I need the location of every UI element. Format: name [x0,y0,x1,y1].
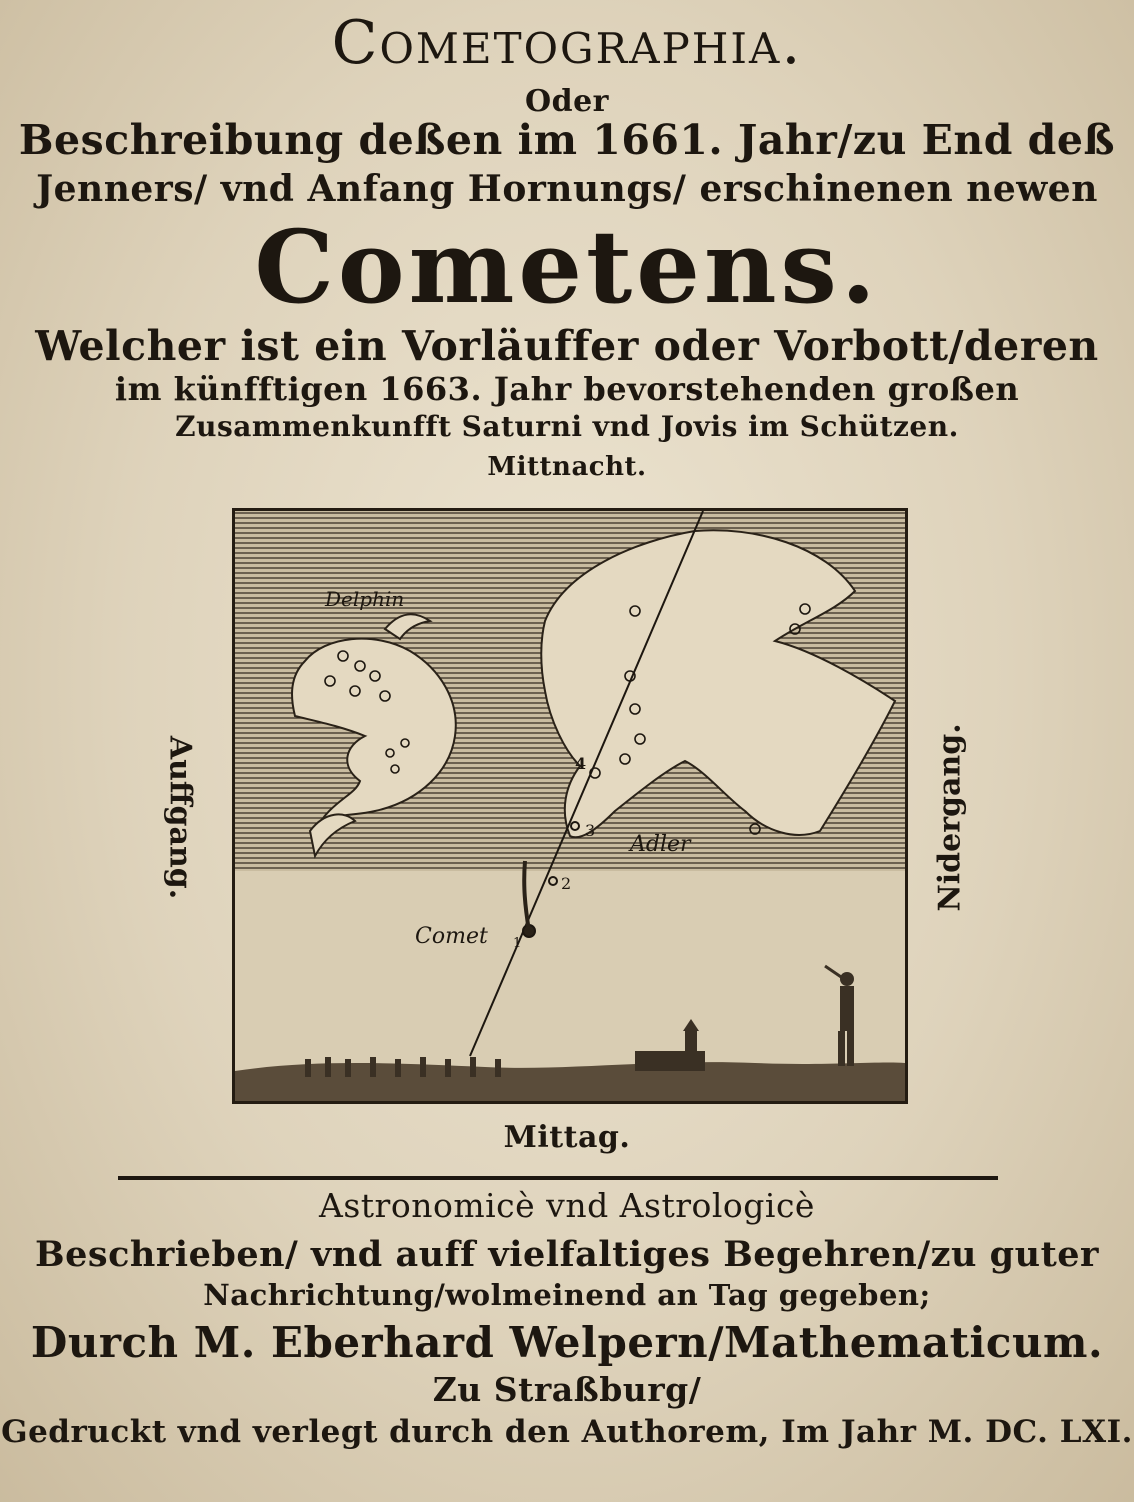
west-label: Nidergang. [932,723,968,912]
welcher-line-2: im künfftigen 1663. Jahr bevorstehenden großen [114,370,1020,408]
welcher-line-3: Zusammenkunfft Saturni vnd Jovis im Schützen. [175,410,959,443]
comet-number-2: 2 [561,874,572,893]
imprint-line-2: Beschrieben/ vnd auff vielfaltiges Begehren/zu guter [35,1234,1099,1275]
divider-rule [118,1176,998,1180]
comet-number-4: 4 [575,754,587,773]
delphin-label: Delphin [325,587,405,611]
printer-line: Gedruckt vnd verlegt durch den Authorem, Im Jahr M. DC. LXI. [1,1414,1133,1450]
place-line: Zu Straßburg/ [432,1370,702,1409]
comet-label: Comet [415,924,488,949]
author-line: Durch M. Eberhard Welpern/Mathematicum. [30,1318,1104,1367]
book-title: Cometographia. [331,8,803,78]
oder-text: Oder [524,84,609,119]
welcher-line-1: Welcher ist ein Vorläuffer oder Vorbott/deren [35,322,1099,370]
star-chart-engraving [235,511,905,1101]
imprint-line-3: Nachrichtung/wolmeinend an Tag gegeben; [203,1278,931,1312]
ground-horizon [235,1062,905,1101]
north-label: Mittnacht. [487,452,647,482]
cometens-heading: Cometens. [254,208,880,326]
subtitle-line-2: Jenners/ vnd Anfang Hornungs/ erschinenen newen [36,168,1098,210]
adler-label: Adler [630,832,691,857]
comet-number-1: 1 [513,936,522,951]
engraved-plate [232,508,908,1104]
south-label: Mittag. [503,1120,631,1155]
subtitle-line-1: Beschreibung deßen im 1661. Jahr/zu End deß [18,116,1116,164]
comet-number-3: 3 [585,821,596,840]
imprint-line-1: Astronomicè vnd Astrologicè [319,1186,815,1225]
east-label: Auffgang. [162,735,198,900]
